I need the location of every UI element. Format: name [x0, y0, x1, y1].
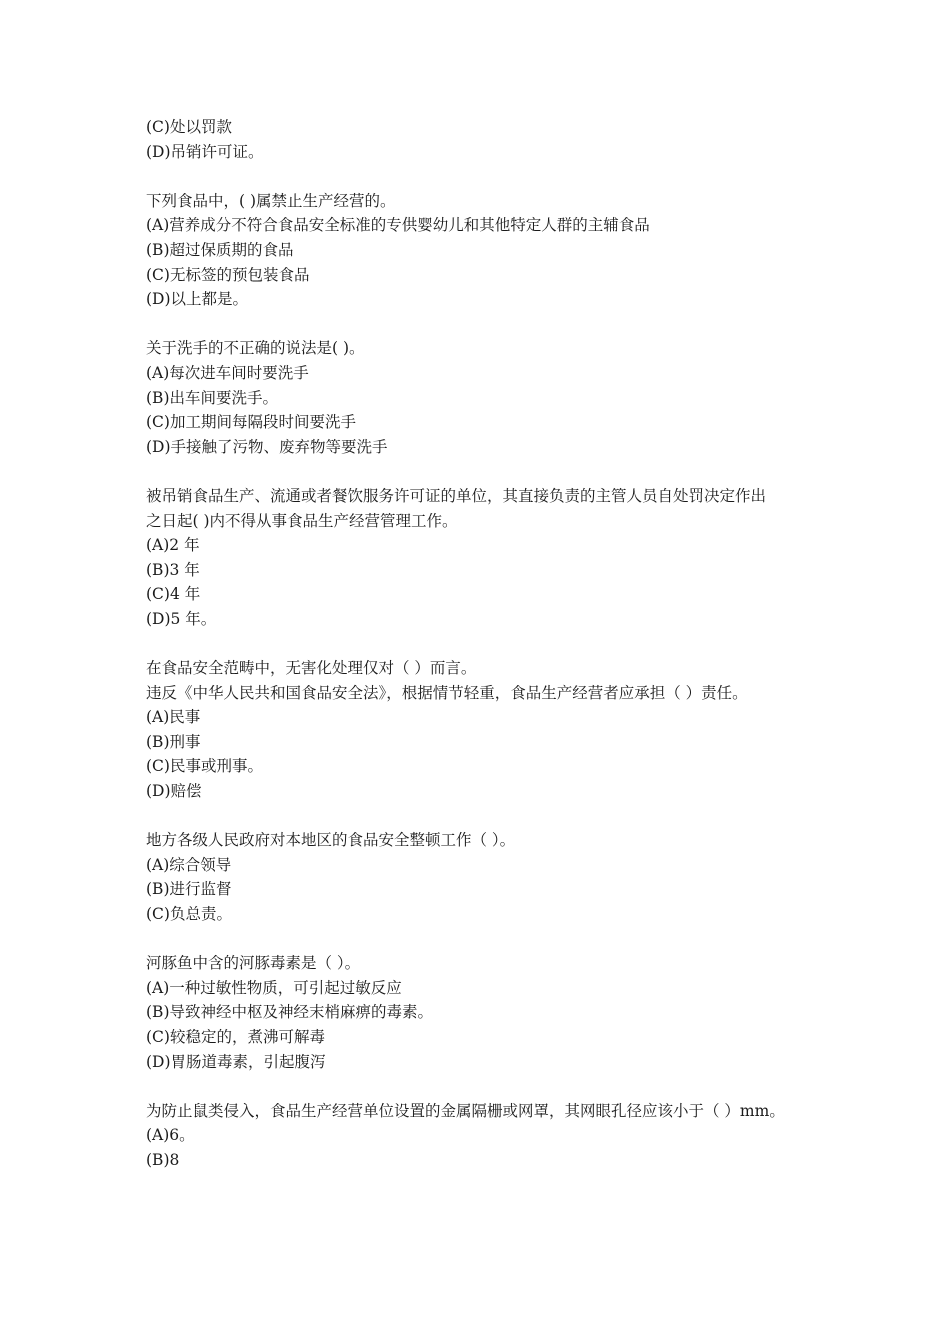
option-text: (C)民事或刑事。 — [146, 757, 263, 776]
option-text: (C)4 年 — [146, 585, 201, 604]
option-text: (B)出车间要洗手。 — [146, 388, 278, 407]
option-text: (A)营养成分不符合食品安全标准的专供婴幼儿和其他特定人群的主辅食品 — [146, 216, 650, 235]
question-text: 地方各级人民政府对本地区的食品安全整顿工作（ ）。 — [146, 831, 516, 850]
question-text: 下列食品中，( )属禁止生产经营的。 — [146, 191, 396, 210]
option-text: (A)综合领导 — [146, 855, 232, 874]
option-text: (B)超过保质期的食品 — [146, 240, 294, 259]
question-text: 关于洗手的不正确的说法是( )。 — [146, 339, 365, 358]
question-text: 为防止鼠类侵入，食品生产经营单位设置的金属隔栅或网罩，其网眼孔径应该小于（ ）mm。 — [146, 1101, 785, 1120]
option-text: (D)手接触了污物、废弃物等要洗手 — [146, 437, 388, 456]
blank-line — [146, 631, 826, 656]
text-line: (D)吊销许可证。 — [146, 142, 264, 161]
option-text: (B)进行监督 — [146, 880, 232, 899]
option-text: (A)一种过敏性物质，可引起过敏反应 — [146, 978, 402, 997]
blank-line — [146, 1074, 826, 1099]
text-line: (C)处以罚款 — [146, 118, 232, 136]
blank-line — [146, 312, 826, 337]
option-text: (A)每次进车间时要洗手 — [146, 363, 309, 382]
option-text: (C)负总责。 — [146, 905, 232, 923]
blank-line — [146, 927, 826, 952]
option-text: (D)胃肠道毒素，引起腹泻 — [146, 1052, 326, 1071]
blank-line — [146, 164, 826, 189]
blank-line — [146, 459, 826, 484]
option-text: (D)以上都是。 — [146, 290, 249, 309]
option-text: (A)2 年 — [146, 536, 200, 555]
blank-line — [146, 804, 826, 829]
option-text: (B)导致神经中枢及神经末梢麻痹的毒素。 — [146, 1003, 433, 1022]
option-text: (D)赔偿 — [146, 782, 202, 801]
option-text: (D)5 年。 — [146, 609, 217, 628]
option-text: (B)8 — [146, 1150, 180, 1169]
question-text: 违反《中华人民共和国食品安全法》，根据情节轻重，食品生产经营者应承担（ ）责任。 — [146, 683, 748, 702]
option-text: (B)3 年 — [146, 560, 200, 579]
option-text: (C)较稳定的，煮沸可解毒 — [146, 1027, 325, 1046]
question-text: 被吊销食品生产、流通或者餐饮服务许可证的单位，其直接负责的主管人员自处罚决定作出 — [146, 486, 767, 505]
question-text: 之日起( )内不得从事食品生产经营管理工作。 — [146, 511, 458, 530]
option-text: (C)无标签的预包装食品 — [146, 265, 310, 284]
question-text: 河豚鱼中含的河豚毒素是（ ）。 — [146, 954, 361, 973]
option-text: (C)加工期间每隔段时间要洗手 — [146, 413, 356, 432]
option-text: (A)民事 — [146, 708, 201, 727]
option-text: (A)6。 — [146, 1126, 195, 1145]
document-page — [146, 115, 826, 1173]
option-text: (B)刑事 — [146, 732, 201, 751]
question-text: 在食品安全范畴中，无害化处理仅对（ ）而言。 — [146, 659, 477, 678]
